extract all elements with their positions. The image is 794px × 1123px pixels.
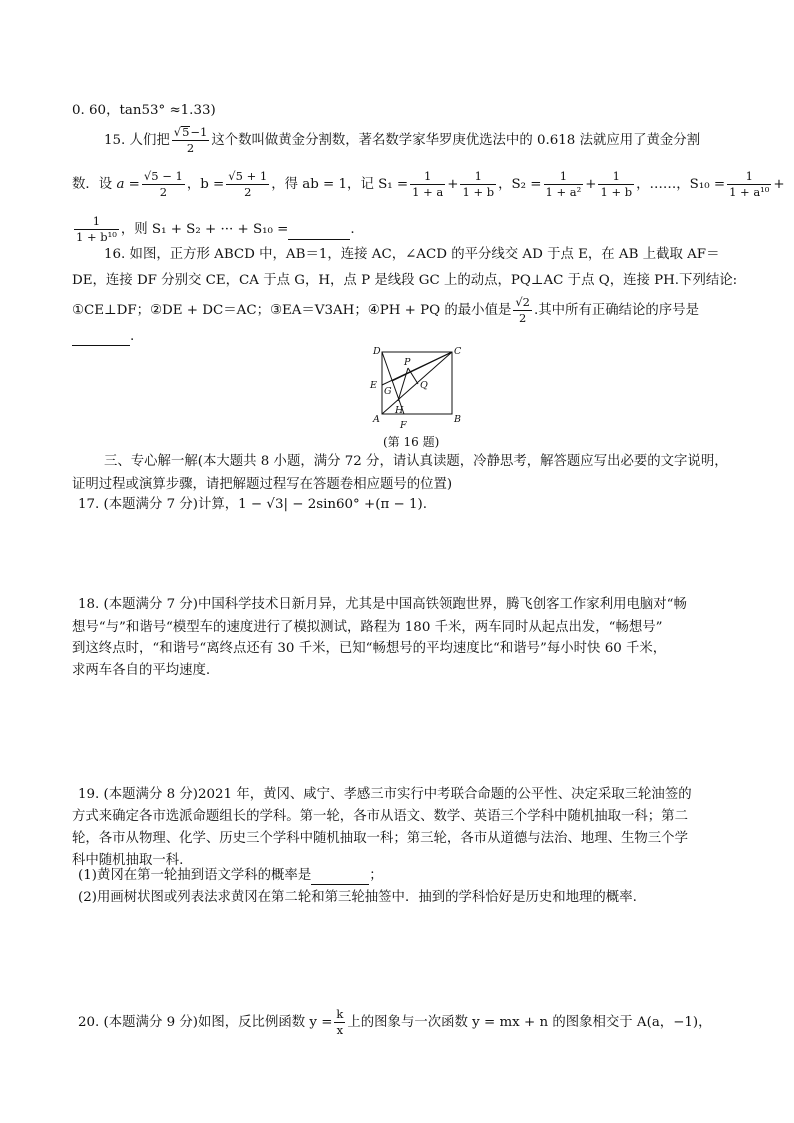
q16-line4: . [72, 330, 134, 346]
golden-ratio-fraction: $\frac{√5-1}{2}$ [173, 125, 208, 156]
q19-line2: 方式来确定各市选派命题组长的学科。第一轮，各市从语文、数学、英语三个学科中随机抽取一科；第二 [72, 809, 688, 824]
square-geometry-figure [360, 344, 470, 444]
label-a: A [373, 414, 380, 425]
label-b: B [454, 414, 461, 425]
q19-line3: 轮，各市从物理、化学、历史三个学科中随机抽取一科；第三轮，各市从道德与法治、地理、生物三个学 [72, 831, 688, 846]
segment-gc [392, 352, 452, 381]
continued-text: 0. 60，tan53° ≈1.33) [72, 103, 216, 118]
figure-caption: (第 16 题) [383, 435, 440, 449]
q19-part1: (1)黄冈在第一轮抽到语文学科的概率是 ； [78, 869, 383, 885]
label-q: Q [420, 380, 428, 391]
q15-answer-blank[interactable] [288, 225, 350, 239]
label-f: F [400, 420, 407, 431]
label-e: E [370, 380, 377, 391]
q16-answer-blank[interactable] [72, 332, 130, 346]
label-p: P [404, 357, 411, 368]
q19-line1: 19. (本题满分 8 分)2021 年，黄冈、咸宁、孝感三市实行中考联合命题的公平性、决定采取三轮油签的 [78, 787, 692, 802]
q16-line1: 16. 如图，正方形 ABCD 中，AB＝1，连接 AC，∠ACD 的平分线交 AD 于点 E，在 AB 上截取 AF＝ [104, 247, 720, 262]
q18-line1: 18. (本题满分 7 分)中国科学技术日新月异，尤其是中国高铁领跑世界，腾飞创客工作家利用电脑对“畅 [78, 597, 687, 612]
q19-answer-blank[interactable] [311, 871, 369, 885]
q15-line2: 数．设 a = $\frac{√5 - 1}{2}$ ，b = $\frac{√5 + 1}{2}$ ，得 ab = 1，记 S₁ = $\frac{1}{1 + a}$ + $\frac{1}{1 + b}$ ，S₂ = $\frac{1}{\text{1 + a²}}$ + $\frac{1}{1 + b}$ ，……，S₁₀ = $\frac{1}{\text{1 + a¹⁰}}$ + [72, 169, 785, 200]
q16-line2: DE，连接 DF 分别交 CE，CA 于点 G，H，点 P 是线段 GC 上的动点，PQ⊥AC 于点 Q，连接 PH.下列结论: [72, 273, 738, 288]
q17-text: 17. (本题满分 7 分)计算，1 − √3| − 2sin60° +(π − 1). [78, 497, 427, 512]
label-d: D [373, 346, 381, 357]
q15-text-cont: 这个数叫做黄金分割数，著名数学家华罗庚优选法中的 0.618 法就应用了黄金分割 [211, 133, 701, 149]
q18-line2: 想号“与”和谐号“模型车的速度进行了模拟测试，路程为 180 千米，两车同时从起点出发，“畅想号” [72, 620, 663, 635]
label-h: H [395, 405, 404, 416]
q15-text: 15. 人们把 [104, 133, 170, 149]
q19-line4: 科中随机抽取一科. [72, 853, 184, 868]
section3-heading: 三、专心解一解(本大题共 8 小题，满分 72 分，请认真读题，冷静思考，解答题应写出必要的文字说明， [104, 454, 728, 469]
q20-line1: 20. (本题满分 9 分)如图，反比例函数 y = $\frac{k}{x}$ 上的图象与一次函数 y = mx + n 的图象相交于 A(a，−1)， [78, 1007, 712, 1038]
q15-line3: $\frac{1}{\text{1 + b¹⁰}}$ ，则 S₁ + S₂ + ··· + S₁₀ = . [76, 214, 355, 245]
q18-line3: 到这终点时，“和谐号“离终点还有 30 千米，已知“畅想号的平均速度比“和谐号”每小时快 60 千米， [72, 641, 667, 656]
label-g: G [384, 386, 392, 397]
section3-heading-cont: 证明过程或演算步骤，请把解题过程写在答题卷相应题号的位置) [72, 477, 453, 492]
q18-line4: 求两车各自的平均速度. [72, 663, 211, 678]
q19-part2: (2)用画树状图或列表法求黄冈在第二轮和第三轮抽签中．抽到的学科恰好是历史和地理的概率. [78, 890, 637, 905]
q15-line1 [104, 126, 700, 155]
q16-line3: ①CE⊥DF；②DE + DC＝AC；③EA＝V3AH；④PH + PQ 的最小值是 $\frac{√2}{2}$ .其中所有正确结论的序号是 [72, 295, 699, 326]
label-c: C [454, 346, 462, 357]
